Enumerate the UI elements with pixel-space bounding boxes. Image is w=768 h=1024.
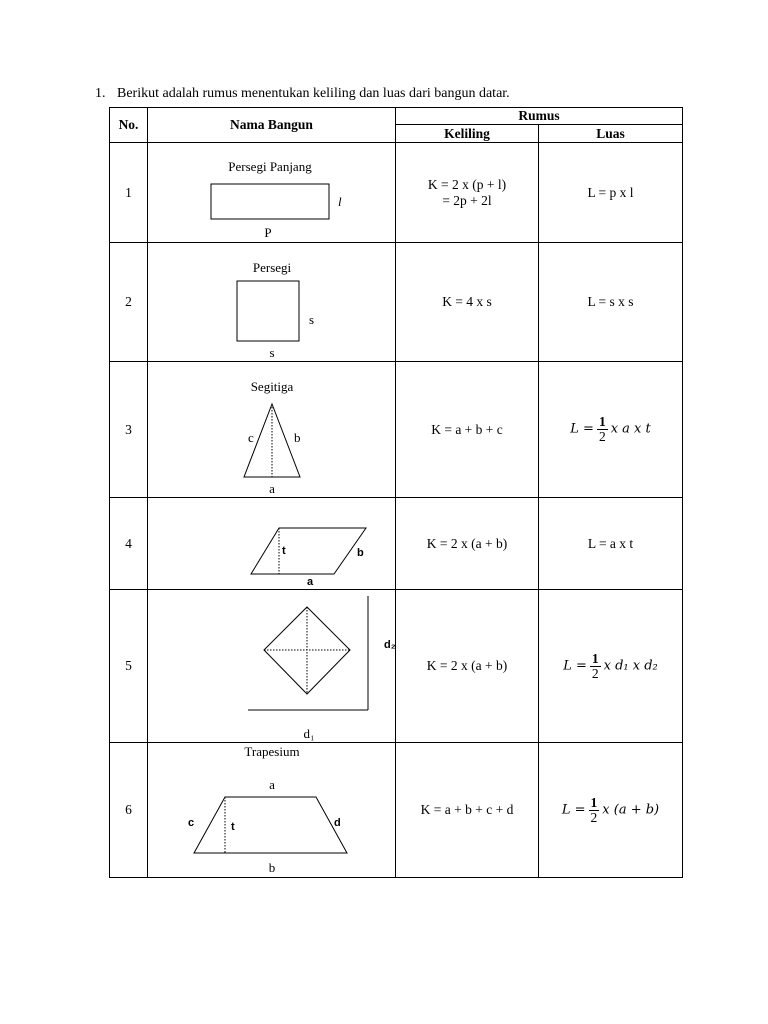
- luas-rhs: x d₁ x d₂: [603, 658, 658, 674]
- label-p: P: [264, 225, 272, 240]
- label-a: a: [269, 481, 275, 496]
- label-s-bottom: s: [269, 345, 275, 360]
- label-t: t: [231, 821, 235, 833]
- luas-cell: L = p x l: [539, 143, 683, 243]
- trapezoid-figure: [148, 743, 396, 877]
- luas-cell: [539, 590, 683, 743]
- table-row: [110, 143, 683, 243]
- header-rumus: Rumus: [396, 108, 683, 125]
- row-number: 2: [110, 243, 148, 362]
- rectangle-figure: [148, 143, 396, 242]
- keliling-cell: K = a + b + c: [396, 362, 539, 498]
- intro-line: [95, 86, 510, 102]
- label-a: a: [307, 576, 314, 588]
- keliling-cell: [396, 143, 539, 243]
- parallelogram-figure: [148, 498, 396, 589]
- fraction-denominator: 2: [590, 809, 598, 825]
- label-d1: d₁: [303, 726, 315, 741]
- label-t: t: [282, 545, 286, 557]
- fraction: [589, 796, 600, 825]
- luas-rhs: x (a + b): [602, 802, 660, 818]
- keliling-cell: K = 2 x (a + b): [396, 590, 539, 743]
- luas-rhs: x a x t: [610, 421, 651, 437]
- fraction: [590, 652, 601, 681]
- luas-cell: [539, 743, 683, 878]
- trapezoid-shape: [194, 797, 347, 853]
- luas-cell: [539, 362, 683, 498]
- label-b: b: [294, 430, 301, 445]
- header-keliling: Keliling: [396, 125, 539, 143]
- shape-cell: [148, 743, 396, 878]
- row-number: 3: [110, 362, 148, 498]
- row-number: 6: [110, 743, 148, 878]
- label-a: a: [269, 777, 275, 792]
- square-figure: [148, 243, 396, 361]
- table-row: [110, 243, 683, 362]
- rectangle-shape: [211, 184, 329, 219]
- table-row: [110, 362, 683, 498]
- shape-cell: [148, 498, 396, 590]
- fraction-denominator: 2: [591, 665, 599, 681]
- label-s-side: s: [309, 312, 315, 327]
- table-row: [110, 743, 683, 878]
- row-number: 1: [110, 143, 148, 243]
- luas-lhs: L =: [561, 802, 586, 818]
- keliling-formula: K = 2 x (p + l): [427, 176, 507, 192]
- shape-cell: [148, 143, 396, 243]
- square-shape: [237, 281, 299, 341]
- rhombus-figure: [148, 590, 396, 742]
- label-d2: d₂: [384, 639, 396, 651]
- header-nama-bangun: Nama Bangun: [148, 108, 396, 143]
- header-no: No.: [110, 108, 148, 143]
- keliling-cell: K = 4 x s: [396, 243, 539, 362]
- fraction-numerator: 1: [591, 650, 599, 666]
- shape-name: Persegi: [252, 260, 292, 275]
- table-row: [110, 498, 683, 590]
- parallelogram-shape: [251, 528, 366, 574]
- keliling-formula-2: = 2p + 2l: [442, 192, 492, 208]
- label-b: b: [357, 547, 364, 559]
- table-row: [110, 590, 683, 743]
- label-b: b: [268, 860, 276, 875]
- row-number: 4: [110, 498, 148, 590]
- shape-cell: [148, 590, 396, 743]
- label-d: d: [334, 817, 341, 829]
- luas-cell: L = s x s: [539, 243, 683, 362]
- keliling-cell: K = a + b + c + d: [396, 743, 539, 878]
- label-l: l: [338, 194, 342, 209]
- luas-cell: L = a x t: [539, 498, 683, 590]
- keliling-cell: K = 2 x (a + b): [396, 498, 539, 590]
- label-c: c: [188, 817, 195, 829]
- shape-cell: [148, 243, 396, 362]
- fraction-numerator: 1: [598, 414, 606, 429]
- shape-name: Persegi Panjang: [228, 159, 312, 174]
- luas-lhs: L =: [570, 421, 594, 437]
- fraction: [597, 415, 608, 444]
- intro-number: 1.: [95, 86, 106, 101]
- header-luas: Luas: [539, 125, 683, 143]
- shape-name: Segitiga: [250, 379, 294, 394]
- row-number: 5: [110, 590, 148, 743]
- triangle-figure: [148, 362, 396, 497]
- fraction-denominator: 2: [598, 429, 606, 444]
- shape-name: Trapesium: [244, 744, 300, 759]
- intro-text: Berikut adalah rumus menentukan keliling dan luas dari bangun datar.: [117, 86, 510, 101]
- formula-table: [109, 107, 683, 878]
- fraction-numerator: 1: [590, 794, 598, 810]
- label-c: c: [248, 430, 254, 445]
- shape-cell: [148, 362, 396, 498]
- luas-lhs: L =: [563, 658, 587, 674]
